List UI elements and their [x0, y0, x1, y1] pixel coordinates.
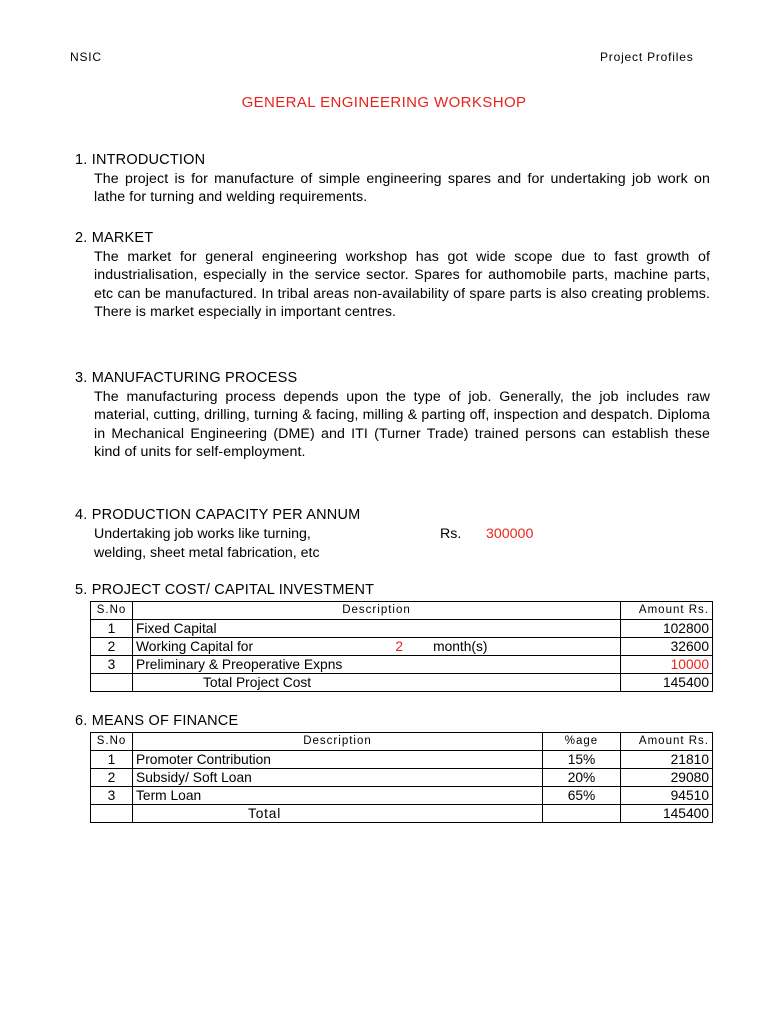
row-percentage: 65%	[543, 787, 621, 805]
capacity-amount: 300000	[486, 526, 534, 542]
finance-heading: 6. MEANS OF FINANCE	[75, 713, 239, 729]
col-header-percentage: %age	[543, 733, 621, 751]
total-pct-blank	[543, 805, 621, 823]
col-header-description: Description	[133, 733, 543, 751]
capacity-line-1: Undertaking job works like turning,	[94, 526, 311, 542]
row-sno: 1	[91, 751, 133, 769]
total-row	[91, 805, 713, 823]
row-description: Term Loan	[133, 787, 543, 805]
row-amount: 21810	[621, 751, 713, 769]
capacity-currency: Rs.	[440, 526, 462, 542]
row-amount: 29080	[621, 769, 713, 787]
row-sno: 2	[91, 638, 133, 656]
capacity-heading: 4. PRODUCTION CAPACITY PER ANNUM	[75, 507, 361, 523]
process-heading: 3. MANUFACTURING PROCESS	[75, 370, 298, 386]
row-description: Working Capital for	[136, 639, 254, 654]
row-amount: 102800	[621, 620, 713, 638]
header-org: NSIC	[70, 50, 102, 64]
table-row	[91, 620, 713, 638]
intro-heading: 1. INTRODUCTION	[75, 152, 206, 168]
process-text: The manufacturing process depends upon the type of job. Generally, the job includes raw material, cutting, drilling, turning & facing, milling & parting off, inspection and despatch. Diploma in Mechanical Engineering (DME) and ITI (Turner Trade) trained persons can establish these kind of units for self-employment.	[94, 389, 710, 461]
row-percentage: 20%	[543, 769, 621, 787]
total-blank	[91, 805, 133, 823]
total-row	[91, 674, 713, 692]
total-blank	[91, 674, 133, 692]
row-description: Subsidy/ Soft Loan	[133, 769, 543, 787]
row-description-cell	[133, 638, 621, 656]
market-heading: 2. MARKET	[75, 230, 154, 246]
market-text: The market for general engineering workshop has got wide scope due to fast growth of industrialisation, especially in the service sector. Spares for authomobile parts, machine parts, etc can be manufactured. In tribal areas non-availability of spare parts is also creating problems. There is market especially in important centres.	[94, 249, 710, 321]
total-label: Total Project Cost	[133, 674, 621, 692]
finance-table	[90, 732, 713, 823]
header-doc-type: Project Profiles	[600, 50, 694, 64]
page-title: GENERAL ENGINEERING WORKSHOP	[241, 94, 527, 111]
row-sno: 3	[91, 787, 133, 805]
col-header-amount: Amount Rs.	[621, 602, 713, 620]
table-row	[91, 656, 713, 674]
row-amount: 94510	[621, 787, 713, 805]
col-header-description: Description	[133, 602, 621, 620]
capacity-line-2: welding, sheet metal fabrication, etc	[94, 545, 320, 561]
row-description: Preliminary & Preoperative Expns	[133, 656, 621, 674]
working-capital-unit: month(s)	[433, 639, 488, 654]
table-header-row	[91, 733, 713, 751]
row-description: Fixed Capital	[133, 620, 621, 638]
table-header-row	[91, 602, 713, 620]
table-row	[91, 769, 713, 787]
row-sno: 1	[91, 620, 133, 638]
total-label: Total	[133, 805, 543, 823]
intro-text: The project is for manufacture of simple engineering spares and for undertaking job work on lathe for turning and welding requirements.	[94, 171, 710, 206]
row-amount: 10000	[621, 656, 713, 674]
row-percentage: 15%	[543, 751, 621, 769]
table-row	[91, 751, 713, 769]
working-capital-months: 2	[395, 639, 404, 654]
table-row	[91, 787, 713, 805]
row-sno: 2	[91, 769, 133, 787]
row-description: Promoter Contribution	[133, 751, 543, 769]
col-header-amount: Amount Rs.	[621, 733, 713, 751]
col-header-sno: S.No	[91, 733, 133, 751]
project-cost-heading: 5. PROJECT COST/ CAPITAL INVESTMENT	[75, 582, 375, 598]
row-sno: 3	[91, 656, 133, 674]
project-cost-table	[90, 601, 713, 692]
total-amount: 145400	[621, 805, 713, 823]
table-row	[91, 638, 713, 656]
total-amount: 145400	[621, 674, 713, 692]
col-header-sno: S.No	[91, 602, 133, 620]
row-amount: 32600	[621, 638, 713, 656]
